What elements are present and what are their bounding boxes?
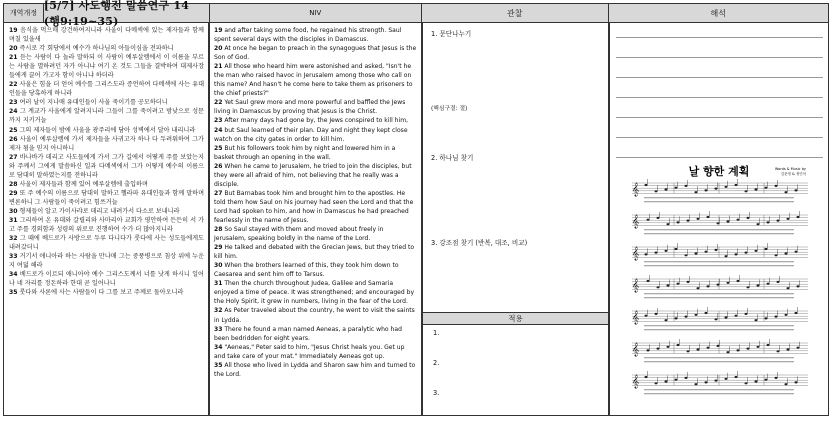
verse-number: 21	[9, 54, 18, 62]
application-item: 2.	[433, 359, 440, 367]
application-item: 3.	[433, 389, 440, 397]
verse-number: 35	[214, 361, 223, 369]
verse-number: 20	[9, 45, 18, 53]
application-header: 적용	[423, 312, 608, 325]
observation-prompt-emphasis: 3. 강조점 찾기 (반복, 대조, 비교)	[431, 239, 528, 247]
niv-verse	[214, 189, 417, 225]
korean-verse	[9, 207, 204, 216]
treble-clef-icon: 𝄞	[632, 310, 640, 324]
verse-number: 19	[9, 27, 18, 34]
verse-text: But his followers took him by night and lowered him in a basket through an opening in the wall.	[214, 144, 396, 161]
korean-verse	[9, 216, 204, 234]
verse-text: All those who lived in Lydda and Sharon saw him and turned to the Lord.	[214, 361, 416, 378]
verse-text: 그리하여 온 유대와 갈릴리와 사마리아 교회가 평안하여 든든히 서 가고 주를 경외함과 성령의 위로로 진행하여 수가 더 많아지니라	[9, 216, 205, 234]
verse-number: 32	[9, 235, 18, 243]
treble-clef-icon: 𝄞	[632, 374, 640, 388]
verse-text: But Barnabas took him and brought him to the apostles. He told them how Saul on his journey had seen the Lord and that the Lord had spoken to him, and how in Damascus he had preached fearlessly in the name of Jesus.	[214, 189, 414, 224]
writing-line	[616, 37, 823, 38]
niv-verse	[214, 126, 417, 144]
korean-verse	[9, 126, 204, 135]
song-sheet-music	[628, 163, 810, 411]
verse-number: 24	[9, 108, 18, 116]
writing-line	[616, 97, 823, 98]
writing-line	[616, 157, 823, 158]
verse-number: 28	[214, 226, 223, 234]
verse-text: 베드로가 이르되 애니아야 예수 그리스도께서 너를 낫게 하시니 일어나 네 자리를 정돈하라 한대 곧 일어나니	[9, 271, 204, 288]
application-item: 1.	[433, 329, 440, 337]
verse-text: 그 계교가 사울에게 알려지니라 그들이 그를 죽이려고 밤낮으로 성문까지 지키거늘	[9, 108, 204, 125]
verse-number: 29	[9, 189, 18, 197]
verse-number: 33	[9, 253, 18, 261]
treble-clef-icon: 𝄞	[632, 214, 640, 228]
verse-number: 23	[214, 117, 223, 125]
observation-label: 관찰	[422, 4, 609, 22]
verse-number: 25	[214, 144, 223, 152]
verse-text: 룻다와 사론에 사는 사람들이 다 그를 보고 주께로 돌아오니라	[19, 289, 184, 297]
niv-verse	[214, 361, 417, 379]
explanation-column	[609, 23, 829, 416]
niv-verse	[214, 261, 417, 279]
verse-text: and after taking some food, he regained his strength. Saul spent several days with the disciples in Damascus.	[214, 27, 402, 44]
page-title: [5/7] 사도행전 말씀연구 14 (행9:19~35)	[44, 4, 210, 22]
verse-text: 그 때에 베드로가 사방으로 두루 다니다가 룻다에 사는 성도들에게도 내려갔더니	[9, 235, 204, 252]
verse-number: 33	[214, 325, 223, 333]
writing-line	[616, 77, 823, 78]
niv-verse	[214, 144, 417, 162]
song-credit: Words & Music by	[774, 167, 806, 171]
verse-number: 21	[214, 63, 223, 71]
observation-prompt-god: 2. 하나님 찾기	[431, 154, 474, 162]
korean-version-label: 개역개정	[4, 4, 44, 22]
korean-verse	[9, 288, 204, 297]
header-row	[3, 0, 829, 28]
verse-text: Then the church throughout Judea, Galilee and Samaria enjoyed a time of peace. It was strengthened; and encouraged by the Holy Spirit, it grew in numbers, living in the fear of the Lord.	[214, 280, 415, 306]
korean-verse-list	[4, 23, 208, 297]
verse-number: 22	[9, 81, 18, 89]
korean-verse	[9, 80, 204, 98]
verse-text: As Peter traveled about the country, he went to visit the saints in Lydda.	[214, 307, 415, 324]
korean-verse	[9, 189, 204, 207]
korean-verse	[9, 26, 204, 44]
korean-verse	[9, 234, 204, 252]
niv-verse	[214, 325, 417, 343]
niv-verse	[214, 26, 417, 44]
verse-text: 바나바가 데리고 사도들에게 가서 그가 길에서 어떻게 주를 보았는지와 주께서 그에게 말씀하신 일과 다메섹에서 그가 어떻게 예수의 이름으로 담대히 말하였는지를 전하니라	[9, 153, 204, 179]
korean-verse	[9, 44, 204, 53]
verse-text: When the brothers learned of this, they took him down to Caesarea and sent him off to Tarsus.	[214, 262, 399, 279]
verse-number: 31	[9, 216, 18, 224]
korean-verse	[9, 180, 204, 189]
niv-verse	[214, 343, 417, 361]
treble-clef-icon: 𝄞	[632, 342, 640, 356]
niv-verse	[214, 162, 417, 189]
niv-label: NIV	[210, 4, 422, 22]
verse-number: 26	[214, 162, 223, 170]
song-title: 날 향한 계획	[688, 165, 750, 178]
korean-verse	[9, 270, 204, 288]
verse-number: 34	[9, 271, 18, 279]
verse-text: 또 주 예수의 이름으로 담대히 말하고 헬라파 유대인들과 함께 말하며 변론하니 그 사람들이 죽이려고 힘쓰거늘	[9, 189, 205, 206]
verse-number: 19	[214, 27, 223, 34]
niv-verse	[214, 225, 417, 243]
verse-number: 29	[214, 244, 223, 252]
verse-text: but Saul learned of their plan. Day and night they kept close watch on the city gates in order to kill him.	[214, 126, 408, 143]
verse-text: 사울은 힘을 더 얻어 예수를 그리스도라 증언하여 다메섹에 사는 유대인들을 당혹하게 하니라	[9, 81, 205, 98]
korean-verse	[9, 98, 204, 107]
verse-text: 음식을 먹으매 강건하여지니라 사울이 다메섹에 있는 제자들과 함께 며칠 있을새	[9, 27, 204, 44]
verse-text: 형제들이 알고 가이사랴로 데리고 내려가서 다소로 보내니라	[19, 207, 180, 215]
treble-clef-icon: 𝄞	[632, 182, 640, 196]
niv-text-column	[209, 23, 422, 416]
treble-clef-icon: 𝄞	[632, 246, 640, 260]
verse-number: 31	[214, 280, 223, 288]
verse-number: 22	[214, 99, 223, 107]
verse-number: 24	[214, 126, 223, 134]
staff-systems	[632, 179, 808, 394]
verse-text: So Saul stayed with them and moved about freely in Jerusalem, speaking boldly in the name of the Lord.	[214, 226, 384, 243]
verse-number: 34	[214, 343, 223, 351]
verse-number: 30	[9, 207, 18, 215]
niv-verse	[214, 62, 417, 98]
treble-clef-icon: 𝄞	[632, 278, 640, 292]
verse-text: 그의 제자들이 밤에 사울을 광주리에 담아 성벽에서 달아 내리니라	[19, 126, 196, 134]
niv-verse	[214, 279, 417, 306]
verse-text: 듣는 사람이 다 놀라 말하되 이 사람이 예루살렘에서 이 이름을 부르는 사람을 멸하려던 자가 아니냐 여기 온 것도 그들을 결박하여 대제사장들에게 끌어 가고자 함이 아니냐 하더라	[9, 54, 204, 80]
verse-number: 32	[214, 307, 223, 315]
verse-text: Yet Saul grew more and more powerful and baffled the Jews living in Damascus by proving that Jesus is the Christ.	[214, 99, 406, 116]
niv-verse	[214, 44, 417, 62]
korean-verse	[9, 153, 204, 180]
verse-number: 35	[9, 289, 18, 297]
korean-verse	[9, 252, 204, 270]
writing-line	[616, 57, 823, 58]
verse-text: After many days had gone by, the Jews conspired to kill him,	[224, 117, 409, 125]
verse-number: 30	[214, 262, 223, 270]
verse-number: 27	[9, 153, 18, 161]
verse-number: 25	[9, 126, 18, 134]
niv-verse-list	[210, 23, 421, 379]
writing-line	[616, 117, 823, 118]
niv-verse	[214, 306, 417, 324]
song-credit-name: 김문영 & 정인석	[780, 172, 806, 176]
verse-number: 28	[9, 180, 18, 188]
verse-text: 거기서 애니아라 하는 사람을 만나매 그는 중풍병으로 침상 위에 누운 지 여덟 해라	[9, 253, 205, 270]
verse-text: He talked and debated with the Grecian Jews, but they tried to kill him.	[214, 244, 415, 261]
niv-verse	[214, 98, 417, 116]
niv-verse	[214, 243, 417, 261]
writing-line	[616, 137, 823, 138]
korean-text-column	[3, 23, 209, 416]
korean-verse	[9, 135, 204, 153]
verse-text: 사울이 제자들과 함께 있어 예루살렘에 출입하며	[19, 180, 148, 188]
observation-column	[422, 23, 609, 416]
verse-text: There he found a man named Aeneas, a paralytic who had been bedridden for eight years.	[214, 325, 402, 342]
verse-number: 27	[214, 189, 223, 197]
verse-text: At once he began to preach in the synagogues that Jesus is the Son of God.	[214, 45, 417, 62]
verse-text: 사울이 예루살렘에 가서 제자들을 사귀고자 하나 다 두려워하여 그가 제자 됨을 믿지 아니하니	[9, 135, 204, 152]
verse-number: 20	[214, 45, 223, 53]
verse-text: "Aeneas," Peter said to him, "Jesus Christ heals you. Get up and take care of your mat." Immediately Aeneas got up.	[214, 343, 405, 360]
niv-verse	[214, 116, 417, 125]
verse-text: When he came to Jerusalem, he tried to join the disciples, but they were all afraid of him, not believing that he really was a disciple.	[214, 162, 412, 188]
verse-text: 즉시로 각 회당에서 예수가 하나님의 아들이심을 전파하니	[19, 45, 174, 53]
korean-verse	[9, 107, 204, 125]
verse-text: 여러 날이 지나매 유대인들이 사울 죽이기를 공모하더니	[19, 99, 168, 107]
verse-text: All those who heard him were astonished and asked, "Isn't he the man who raised havoc in Jerusalem among those who call on this name? And hasn't he come here to take them as prisoners to the chief priests?"	[214, 63, 413, 98]
verse-number: 23	[9, 99, 18, 107]
observation-prompt-key-verse: (핵심구절: 절)	[431, 106, 468, 112]
korean-verse	[9, 53, 204, 80]
observation-prompt-paragraphs: 1. 문단나누기	[431, 30, 472, 38]
verse-number: 26	[9, 135, 18, 143]
explanation-label: 해석	[710, 8, 726, 18]
